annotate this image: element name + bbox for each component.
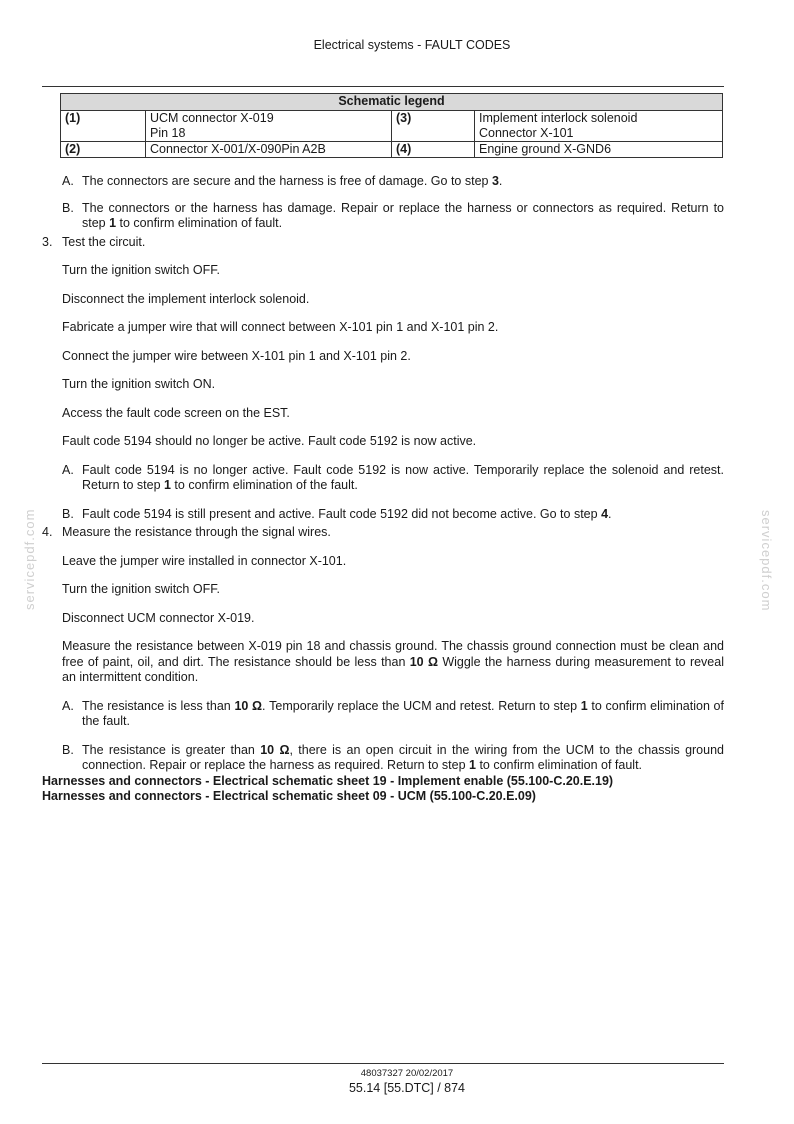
step-title: Test the circuit. [62, 234, 146, 249]
option-text: . [608, 506, 612, 521]
option-label: A. [62, 174, 74, 188]
legend-desc-line: Implement interlock solenoid [479, 111, 638, 125]
step-ref: 1 [109, 216, 117, 230]
option-text: The connectors or the harness has damage. Repair or replace the harness or connectors as required. Return to step [82, 200, 724, 230]
step-3-instruction: Connect the jumper wire between X-101 pin 1 and X-101 pin 2. [62, 348, 411, 363]
step-ref: 1 [580, 698, 588, 713]
resistance-value: 10 Ω [260, 742, 290, 757]
legend-number: (4) [392, 142, 475, 158]
step-3-option-a [42, 463, 724, 494]
step-ref: 1 [469, 758, 476, 772]
step-2-option-a [42, 174, 724, 190]
step-3-title [42, 235, 724, 251]
legend-number: (2) [61, 142, 146, 158]
footer-rule [42, 1063, 724, 1064]
legend-description [475, 111, 723, 142]
option-text: , there is an open circuit in the wiring from the UCM to the chassis ground connection. Repair or replace the harness as required. Return to step [82, 742, 724, 772]
step-4-instruction: Leave the jumper wire installed in connector X-101. [62, 553, 347, 568]
legend-description: Connector X-001/X-090Pin A2B [146, 142, 392, 158]
option-text: The connectors are secure and the harness is free of damage. Go to step [82, 174, 492, 188]
resistance-value: 10 Ω [234, 698, 263, 713]
step-4-instruction: Turn the ignition switch OFF. [62, 582, 220, 596]
option-text: to confirm elimination of the fault. [82, 698, 724, 728]
option-text: to confirm elimination of the fault. [170, 478, 358, 492]
option-text: Fault code 5194 is still present and active. Fault code 5192 did not become active. Go to step [82, 506, 602, 521]
legend-title: Schematic legend [61, 94, 723, 111]
option-label: B. [62, 742, 74, 757]
step-3-instruction: Fabricate a jumper wire that will connect between X-101 pin 1 and X-101 pin 2. [62, 320, 499, 334]
document-code: 48037327 20/02/2017 [360, 1068, 454, 1079]
procedure-content [42, 174, 724, 805]
step-3-instruction: Turn the ignition switch ON. [62, 377, 216, 391]
legend-desc-line: Pin 18 [150, 126, 186, 140]
related-link[interactable]: Harnesses and connectors - Electrical schematic sheet 19 - Implement enable (55.100-C.20.E.19) [42, 773, 614, 788]
step-4-instruction: Disconnect UCM connector X-019. [62, 610, 255, 625]
step-ref: 3 [491, 174, 499, 188]
step-4-option-a [42, 699, 724, 730]
legend-desc-line: Connector X-101 [479, 126, 574, 140]
resistance-value: 10 Ω [409, 654, 438, 669]
table-row [61, 111, 723, 142]
step-3-instruction: Access the fault code screen on the EST. [62, 405, 290, 420]
option-text: . [498, 174, 503, 188]
option-label: B. [62, 506, 74, 521]
watermark-text: servicepdf.com [22, 508, 37, 610]
option-label: A. [62, 698, 74, 713]
step-4-title [42, 525, 724, 541]
step-4-instruction [42, 639, 724, 686]
step-3-instruction: Disconnect the implement interlock solenoid. [62, 291, 310, 306]
schematic-legend-table [60, 93, 723, 158]
step-number: 3. [42, 234, 53, 249]
page-header-title: Electrical systems - FAULT CODES [313, 38, 511, 52]
step-ref: 4 [601, 506, 609, 521]
step-number: 4. [42, 525, 53, 539]
step-4-option-b [42, 743, 724, 774]
option-text: to confirm elimination of fault. [475, 758, 643, 772]
instruction-text: Measure the resistance between X-019 pin 18 and chassis ground. The chassis ground connection must be clean and free of paint, oil, and dirt. The resistance should be less than [62, 639, 724, 669]
option-text: to confirm elimination of fault. [116, 216, 283, 230]
instruction-text: Wiggle the harness during measurement to reveal an intermittent condition. [62, 654, 724, 684]
legend-number: (3) [392, 111, 475, 142]
step-3-option-b [42, 507, 724, 523]
option-text: The resistance is less than [82, 698, 235, 713]
step-title: Measure the resistance through the signal wires. [62, 525, 331, 539]
page-number: 55.14 [55.DTC] / 874 [348, 1081, 466, 1095]
table-row [61, 142, 723, 158]
step-ref: 1 [164, 478, 171, 492]
related-link[interactable]: Harnesses and connectors - Electrical schematic sheet 09 - UCM (55.100-C.20.E.09) [42, 789, 536, 803]
legend-number: (1) [61, 111, 146, 142]
legend-desc-line: UCM connector X-019 [150, 111, 274, 125]
option-label: B. [62, 200, 74, 215]
step-2-option-b [42, 201, 724, 232]
watermark-text: servicepdf.com [759, 510, 774, 612]
option-text: The resistance is greater than [82, 742, 261, 757]
step-3-instruction: Fault code 5194 should no longer be active. Fault code 5192 is now active. [62, 434, 477, 448]
header-rule [42, 86, 724, 87]
legend-description [146, 111, 392, 142]
step-3-instruction: Turn the ignition switch OFF. [62, 263, 220, 277]
option-text: . Temporarily replace the UCM and retest. Return to step [262, 698, 581, 713]
option-text: Fault code 5194 is no longer active. Fault code 5192 is now active. Temporarily replace the solenoid and retest. Return to step [82, 462, 724, 492]
legend-description: Engine ground X-GND6 [475, 142, 723, 158]
option-label: A. [62, 462, 74, 477]
